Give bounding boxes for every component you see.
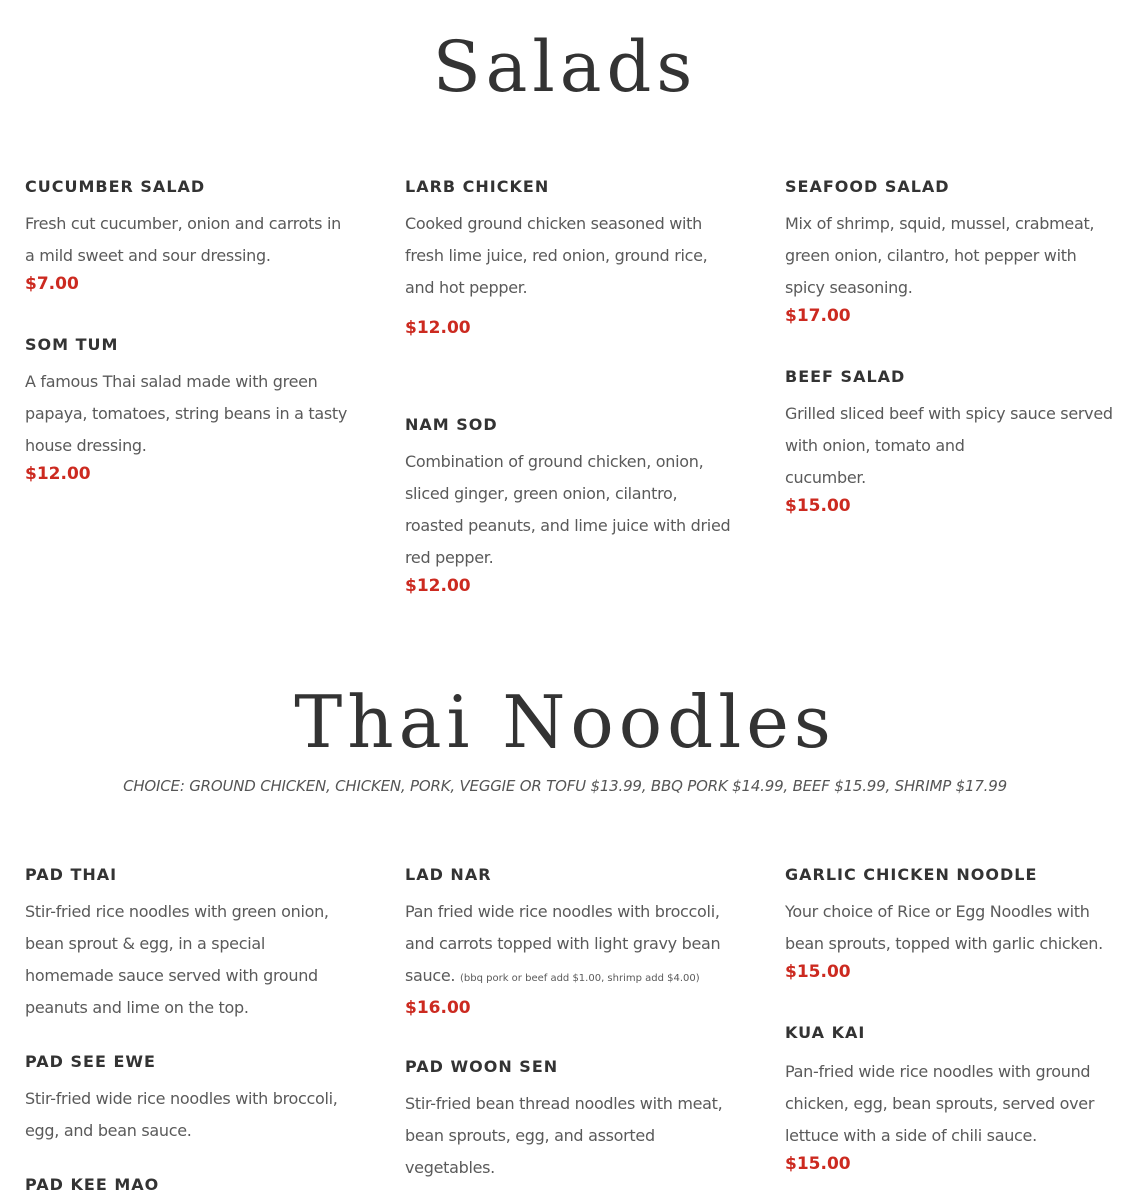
item-name: NAM SOD xyxy=(405,415,498,434)
menu-item-pad-thai xyxy=(25,864,355,1024)
item-extra-note: (bbq pork or beef add $1.00, shrimp add $4.00) xyxy=(460,973,700,984)
menu-item-pad-kee-mao xyxy=(25,1174,355,1196)
item-description: Stir-fried bean thread noodles with meat, bean sprouts, egg, and assorted vegetables. xyxy=(405,1094,723,1177)
item-description-text: Pan fried wide rice noodles with broccoli, and carrots topped with light gravy bean sauce. xyxy=(405,902,721,985)
item-price: $15.00 xyxy=(785,496,851,516)
item-price: $12.00 xyxy=(405,576,471,596)
item-description-part: cucumber. xyxy=(785,468,866,487)
item-description: Pan-fried wide rice noodles with ground chicken, egg, bean sprouts, served over lettuce with a side of chili sauce. xyxy=(785,1062,1095,1145)
menu-item-beef-salad xyxy=(785,366,1115,518)
menu-item-larb-chicken xyxy=(405,176,735,340)
menu-item-pad-see-ewe xyxy=(25,1051,355,1147)
menu-item-seafood-salad xyxy=(785,176,1105,328)
menu-item-kua-kai xyxy=(785,1022,1105,1176)
menu-item-pad-woon-sen xyxy=(405,1056,735,1184)
menu-item-nam-sod xyxy=(405,414,735,598)
item-name: PAD THAI xyxy=(25,865,118,884)
item-description: Cooked ground chicken seasoned with fresh lime juice, red onion, ground rice, and hot pepper. xyxy=(405,214,708,297)
item-price: $15.00 xyxy=(785,962,851,982)
item-price: $16.00 xyxy=(405,998,471,1018)
item-name: SOM TUM xyxy=(25,335,119,354)
menu-item-lad-nar xyxy=(405,864,735,1020)
item-description: Fresh cut cucumber, onion and carrots in a mild sweet and sour dressing. xyxy=(25,214,341,265)
item-description: Your choice of Rice or Egg Noodles with bean sprouts, topped with garlic chicken. xyxy=(785,902,1103,953)
item-name: PAD SEE EWE xyxy=(25,1052,156,1071)
item-price: $7.00 xyxy=(25,274,79,294)
protein-choice-note: CHOICE: GROUND CHICKEN, CHICKEN, PORK, VEGGIE OR TOFU $13.99, BBQ PORK $14.99, BEEF $15.99, SHRIMP $17.99 xyxy=(123,777,1007,795)
item-name: LAD NAR xyxy=(405,865,492,884)
section-title-thai-noodles: Thai Noodles xyxy=(294,680,836,764)
item-price: $15.00 xyxy=(785,1154,851,1174)
item-name: SEAFOOD SALAD xyxy=(785,177,950,196)
item-description xyxy=(785,398,1115,494)
item-description: Mix of shrimp, squid, mussel, crabmeat, green onion, cilantro, hot pepper with spicy seasoning. xyxy=(785,214,1095,297)
item-name: KUA KAI xyxy=(785,1023,866,1042)
item-description: Stir-fried wide rice noodles with broccoli, egg, and bean sauce. xyxy=(25,1089,338,1140)
menu-item-som-tum xyxy=(25,334,355,486)
item-price: $12.00 xyxy=(405,318,471,338)
item-name: PAD KEE MAO xyxy=(25,1175,160,1194)
item-name: CUCUMBER SALAD xyxy=(25,177,206,196)
item-description: Combination of ground chicken, onion, sliced ginger, green onion, cilantro, roasted peanuts, and lime juice with dried red pepper. xyxy=(405,452,731,567)
section-title-salads: Salads xyxy=(432,26,698,108)
item-name: LARB CHICKEN xyxy=(405,177,550,196)
item-description: Stir-fried rice noodles with green onion, bean sprout & egg, in a special homemade sauce served with ground peanuts and lime on the top. xyxy=(25,902,329,1017)
item-price: $17.00 xyxy=(785,306,851,326)
menu-item-garlic-chicken-noodle xyxy=(785,864,1105,984)
item-price: $12.00 xyxy=(25,464,91,484)
item-name: GARLIC CHICKEN NOODLE xyxy=(785,865,1038,884)
menu-item-cucumber-salad xyxy=(25,176,355,296)
item-description-part: Grilled sliced beef with spicy sauce served with onion, tomato and xyxy=(785,404,1113,455)
item-description: A famous Thai salad made with green papaya, tomatoes, string beans in a tasty house dressing. xyxy=(25,372,348,455)
item-name: BEEF SALAD xyxy=(785,367,906,386)
item-name: PAD WOON SEN xyxy=(405,1057,559,1076)
item-description xyxy=(405,896,735,992)
